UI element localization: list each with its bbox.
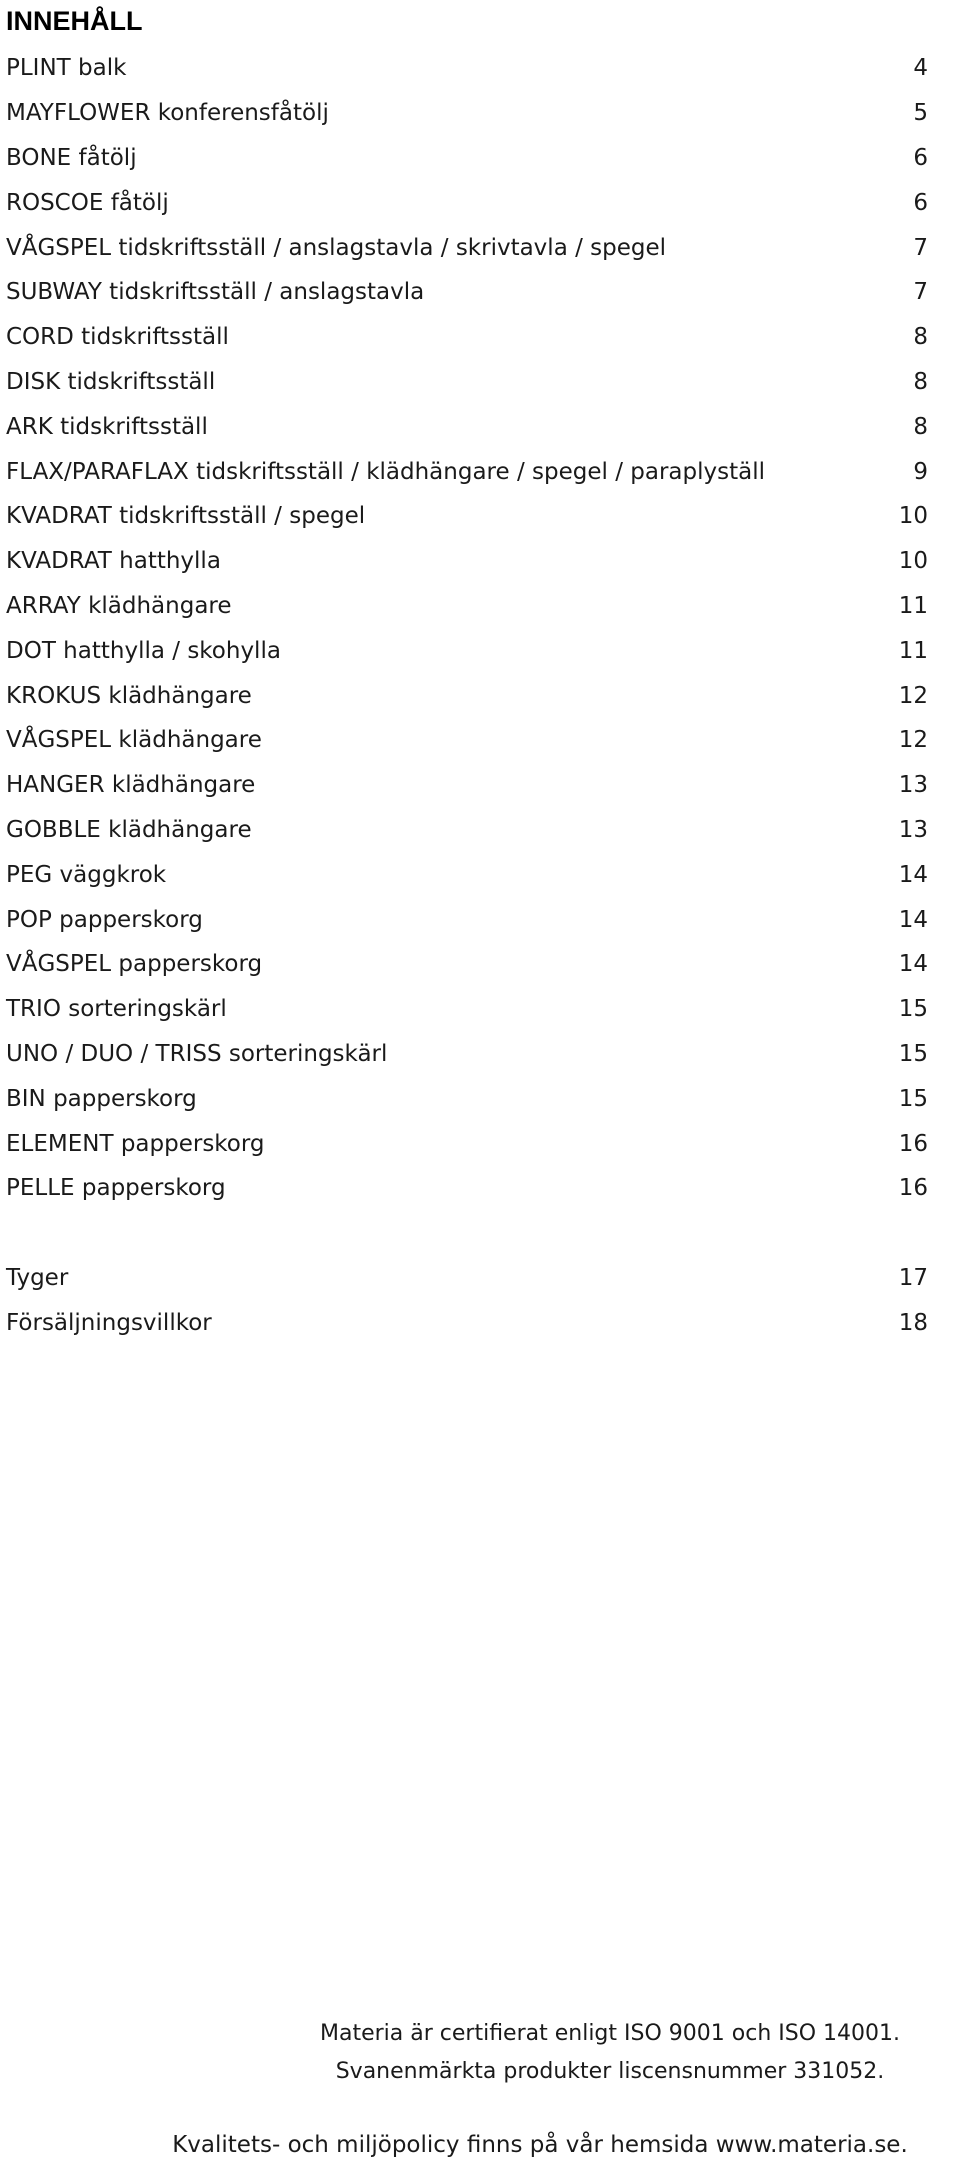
- toc-entry: [6, 987, 928, 1032]
- toc-entry-title: PELLE papperskorg: [6, 1175, 226, 1202]
- toc-entry-title: PLINT balk: [6, 55, 127, 82]
- toc-entry-title: VÅGSPEL tidskriftsställ / anslagstavla / skrivtavla / spegel: [6, 234, 667, 261]
- page-title: INNEHÅLL: [6, 6, 143, 36]
- toc-entry: [6, 1121, 928, 1166]
- toc-entry-title: TRIO sorteringskärl: [6, 996, 227, 1023]
- toc-entry-title: KVADRAT tidskriftsställ / spegel: [6, 503, 366, 530]
- toc-entry-page: 16: [898, 1175, 928, 1202]
- toc-entry-title: ROSCOE fåtölj: [6, 189, 169, 216]
- toc-gap: [6, 1211, 928, 1256]
- toc-extra-list: [6, 1256, 928, 1346]
- toc-entry: [6, 1076, 928, 1121]
- toc-entry: [6, 404, 928, 449]
- toc-entry: [6, 852, 928, 897]
- toc-entry: [6, 584, 928, 629]
- toc-entry-page: 5: [913, 100, 928, 127]
- toc-entry-page: 7: [913, 279, 928, 306]
- toc-entry: [6, 942, 928, 987]
- toc-entry: [6, 1166, 928, 1211]
- toc-entry: [6, 225, 928, 270]
- toc-entry-title: SUBWAY tidskriftsställ / anslagstavla: [6, 279, 425, 306]
- toc-entry-title: CORD tidskriftsställ: [6, 324, 229, 351]
- toc-entry-title: HANGER klädhängare: [6, 772, 256, 799]
- toc-entry-page: 10: [898, 548, 928, 575]
- toc-entry: [6, 673, 928, 718]
- toc-entry-page: 12: [898, 727, 928, 754]
- toc-entry-page: 4: [913, 55, 928, 82]
- toc-entry: [6, 1032, 928, 1077]
- toc-entry-title: KROKUS klädhängare: [6, 682, 252, 709]
- toc-entry-page: 12: [898, 682, 928, 709]
- toc-entry: [6, 46, 928, 91]
- toc-entry-title: ELEMENT papperskorg: [6, 1130, 265, 1157]
- toc-entry: [6, 897, 928, 942]
- toc-entry-page: 14: [898, 951, 928, 978]
- toc-entry-title: DOT hatthylla / skohylla: [6, 637, 281, 664]
- toc-entry-page: 6: [913, 144, 928, 171]
- toc-entry: [6, 449, 928, 494]
- toc-entry: [6, 1256, 928, 1301]
- toc-entry-page: 10: [898, 503, 928, 530]
- toc-entry-page: 8: [913, 413, 928, 440]
- toc-entry: [6, 270, 928, 315]
- toc-entry-page: 8: [913, 324, 928, 351]
- toc-entry-page: 6: [913, 189, 928, 216]
- toc-entry: [6, 180, 928, 225]
- table-of-contents: [6, 46, 928, 1345]
- toc-entry-page: 13: [898, 772, 928, 799]
- certification-note: [0, 2015, 960, 2091]
- cert-line-svanen: Svanenmärkta produkter liscensnummer 331052.: [335, 2059, 885, 2084]
- toc-entry-title: DISK tidskriftsställ: [6, 368, 216, 395]
- toc-entry: [6, 91, 928, 136]
- toc-entry: [6, 718, 928, 763]
- toc-entry: [6, 808, 928, 853]
- toc-entry-title: ARRAY klädhängare: [6, 592, 232, 619]
- toc-entry: [6, 494, 928, 539]
- toc-entry-title: VÅGSPEL klädhängare: [6, 727, 262, 754]
- toc-entry-page: 14: [898, 861, 928, 888]
- toc-entry-title: MAYFLOWER konferensfåtölj: [6, 100, 329, 127]
- policy-note: Kvalitets- och miljöpolicy finns på vår hemsida www.materia.se.: [172, 2132, 908, 2158]
- toc-entry-page: 7: [913, 234, 928, 261]
- toc-entry-page: 13: [898, 816, 928, 843]
- toc-entry-page: 18: [898, 1309, 928, 1336]
- toc-entry: [6, 539, 928, 584]
- toc-entry-title: POP papperskorg: [6, 906, 203, 933]
- toc-entry-page: 11: [898, 637, 928, 664]
- toc-entry-page: 14: [898, 906, 928, 933]
- toc-entry: [6, 763, 928, 808]
- toc-entry-title: Tyger: [6, 1265, 69, 1292]
- toc-entry-page: 17: [898, 1265, 928, 1292]
- toc-entry: [6, 628, 928, 673]
- toc-entry-title: VÅGSPEL papperskorg: [6, 951, 263, 978]
- toc-entry-page: 15: [898, 996, 928, 1023]
- toc-entry-page: 16: [898, 1130, 928, 1157]
- toc-entry-title: Försäljningsvillkor: [6, 1309, 212, 1336]
- toc-entry-title: GOBBLE klädhängare: [6, 816, 252, 843]
- cert-line-iso: Materia är certifierat enligt ISO 9001 och ISO 14001.: [320, 2021, 900, 2046]
- toc-entry-page: 15: [898, 1040, 928, 1067]
- toc-entry-page: 15: [898, 1085, 928, 1112]
- toc-entry-title: ARK tidskriftsställ: [6, 413, 208, 440]
- toc-entry: [6, 315, 928, 360]
- toc-entry-title: KVADRAT hatthylla: [6, 548, 221, 575]
- toc-entry-title: BIN papperskorg: [6, 1085, 197, 1112]
- toc-entry-title: FLAX/PARAFLAX tidskriftsställ / klädhängare / spegel / paraplyställ: [6, 458, 765, 485]
- toc-entry-page: 8: [913, 368, 928, 395]
- toc-entry: [6, 360, 928, 405]
- toc-entry-title: PEG väggkrok: [6, 861, 167, 888]
- toc-main-list: [6, 46, 928, 1211]
- toc-entry-page: 9: [913, 458, 928, 485]
- toc-entry: [6, 136, 928, 181]
- toc-entry-title: UNO / DUO / TRISS sorteringskärl: [6, 1040, 388, 1067]
- toc-entry: [6, 1301, 928, 1346]
- toc-entry-page: 11: [898, 592, 928, 619]
- toc-entry-title: BONE fåtölj: [6, 144, 137, 171]
